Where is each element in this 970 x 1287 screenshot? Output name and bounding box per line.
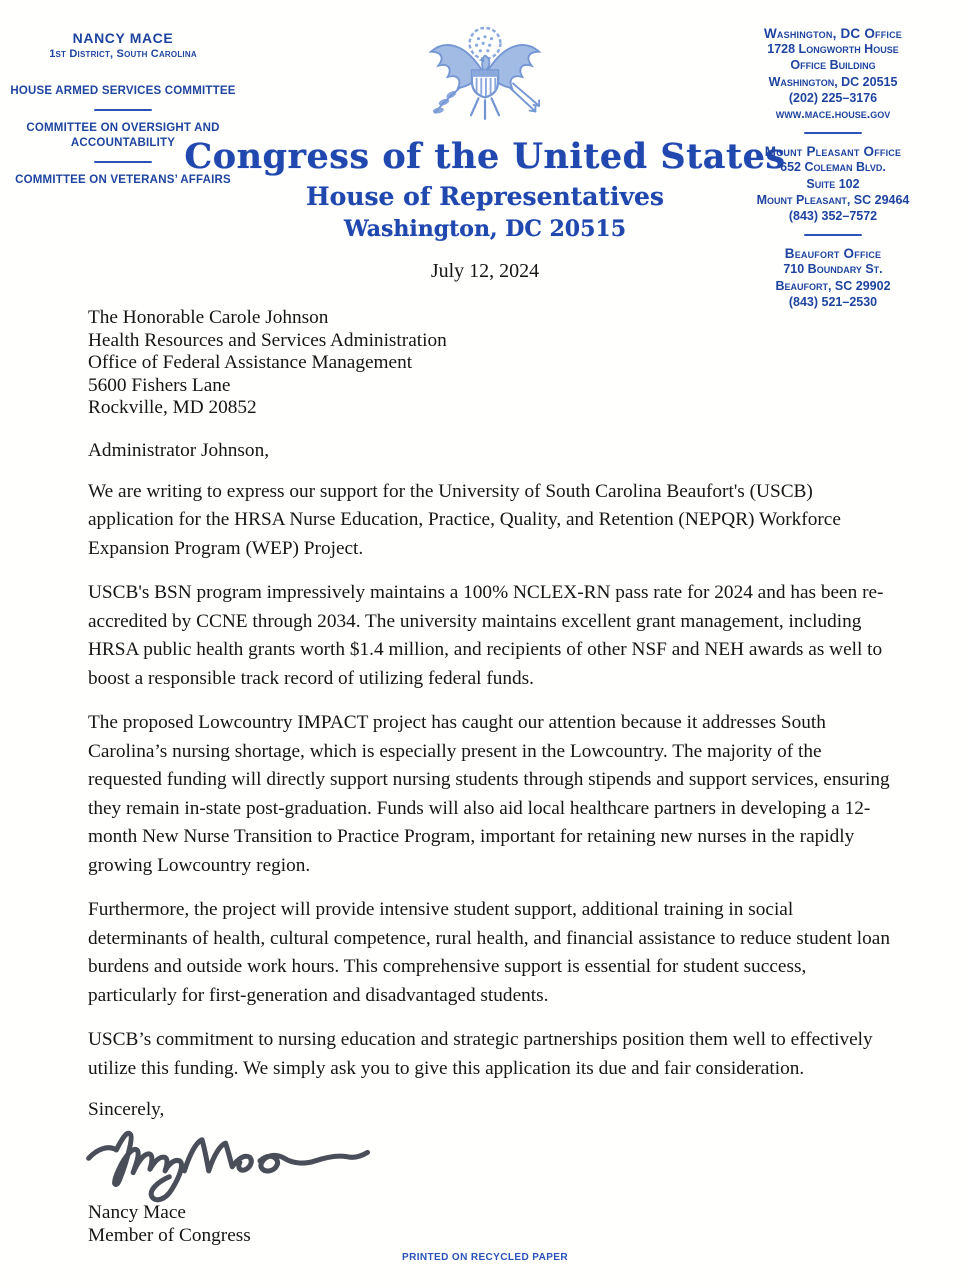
letter-date: July 12, 2024 — [430, 260, 540, 282]
letter-body — [88, 307, 894, 1247]
office-line: (202) 225–3176 — [788, 90, 878, 105]
body-paragraph: The proposed Lowcountry IMPACT project has caught our attention because it addresses South Carolina’s nursing shortage, which is especially present in the Lowcountry. The majority of the requested funding will directly support nursing students through stipends and support services, ensuring they remain in-state post-graduation. Funds will also aid local healthcare partners in developing a 12-month New Nurse Transition to Practice Program, important for retaining new nurses in the rapidly growing Lowcountry region. — [88, 712, 890, 876]
office-name: Beaufort Office — [784, 246, 882, 262]
office-line: 652 Coleman Blvd. — [780, 160, 886, 175]
committee-item: COMMITTEE ON OVERSIGHT AND ACCOUNTABILITY — [26, 121, 220, 149]
office-line: Suite 102 — [806, 176, 860, 191]
recipient-line: Health Resources and Services Administration — [88, 329, 447, 351]
title-line-1: Congress of the United States — [184, 136, 786, 177]
office-line: (843) 352–7572 — [788, 209, 878, 223]
divider — [804, 234, 862, 236]
salutation: Administrator Johnson, — [88, 439, 270, 461]
body-paragraph: USCB's BSN program impressively maintains a 100% NCLEX-RN pass rate for 2024 and has been re-accredited by CCNE through 2034. The university maintains excellent grant management, including HRSA public health grants worth $1.4 million, and recipients of other NSF and NEH awards as well to boost a responsible track record of utilizing federal funds. — [88, 582, 884, 689]
office-mount-pleasant — [708, 144, 958, 224]
body-paragraph: Furthermore, the project will provide intensive student support, additional training in social determinants of health, cultural competence, rural health, and financial assistance to reduce student loan burdens and outside work hours. This comprehensive support is essential for student success, particularly for first-generation and disadvantaged students. — [88, 899, 890, 1006]
recycled-paper-note: PRINTED ON RECYCLED PAPER — [402, 1252, 568, 1263]
office-line: 1728 Longworth House — [767, 42, 899, 56]
office-line: Washington, DC 20515 — [768, 74, 898, 89]
office-name: Mount Pleasant Office — [764, 144, 902, 160]
closing: Sincerely, — [88, 1099, 165, 1120]
spacer — [10, 60, 236, 84]
recipient-line: Office of Federal Assistance Management — [88, 352, 413, 373]
recipient-address — [88, 307, 894, 420]
office-line: (843) 521–2530 — [788, 294, 878, 309]
recipient-line: Rockville, MD 20852 — [88, 397, 257, 418]
divider — [804, 132, 862, 134]
office-line: Office Building — [790, 58, 876, 73]
title-line-3: Washington, DC 20515 — [343, 216, 627, 242]
committee-item: COMMITTEE ON VETERANS’ AFFAIRS — [15, 173, 231, 186]
office-name: Washington, DC Office — [763, 26, 903, 41]
body-paragraph: We are writing to express our support for the University of South Carolina Beaufort's (USCB) application for the HRSA Nurse Education, Practice, Quality, and Retention (NEPQR) Workforce Expansion Program (WEP) Project. — [88, 480, 841, 559]
recipient-line: 5600 Fishers Lane — [88, 374, 231, 396]
signer-name: Nancy Mace — [88, 1202, 186, 1223]
office-line: 710 Boundary St. — [783, 262, 883, 277]
office-dc — [708, 26, 958, 122]
office-line: Mount Pleasant, SC 29464 — [756, 192, 910, 207]
signer-title: Member of Congress — [88, 1225, 251, 1246]
title-line-2: House of Representatives — [306, 182, 664, 211]
signature-image — [56, 1123, 401, 1207]
office-website: www.mace.house.gov — [775, 107, 891, 121]
office-line: Beaufort, SC 29902 — [775, 278, 891, 293]
congress-seal-icon — [419, 20, 551, 137]
divider — [94, 109, 152, 111]
member-district: 1st District, South Carolina — [49, 48, 197, 60]
recipient-line: The Honorable Carole Johnson — [88, 307, 329, 328]
body-paragraph: USCB’s commitment to nursing education and strategic partnerships position them well to effectively utilize this funding. We simply ask you to give this application its due and fair consideration. — [88, 1029, 873, 1079]
committee-item: HOUSE ARMED SERVICES COMMITTEE — [10, 85, 236, 97]
member-name: NANCY MACE — [72, 30, 174, 46]
